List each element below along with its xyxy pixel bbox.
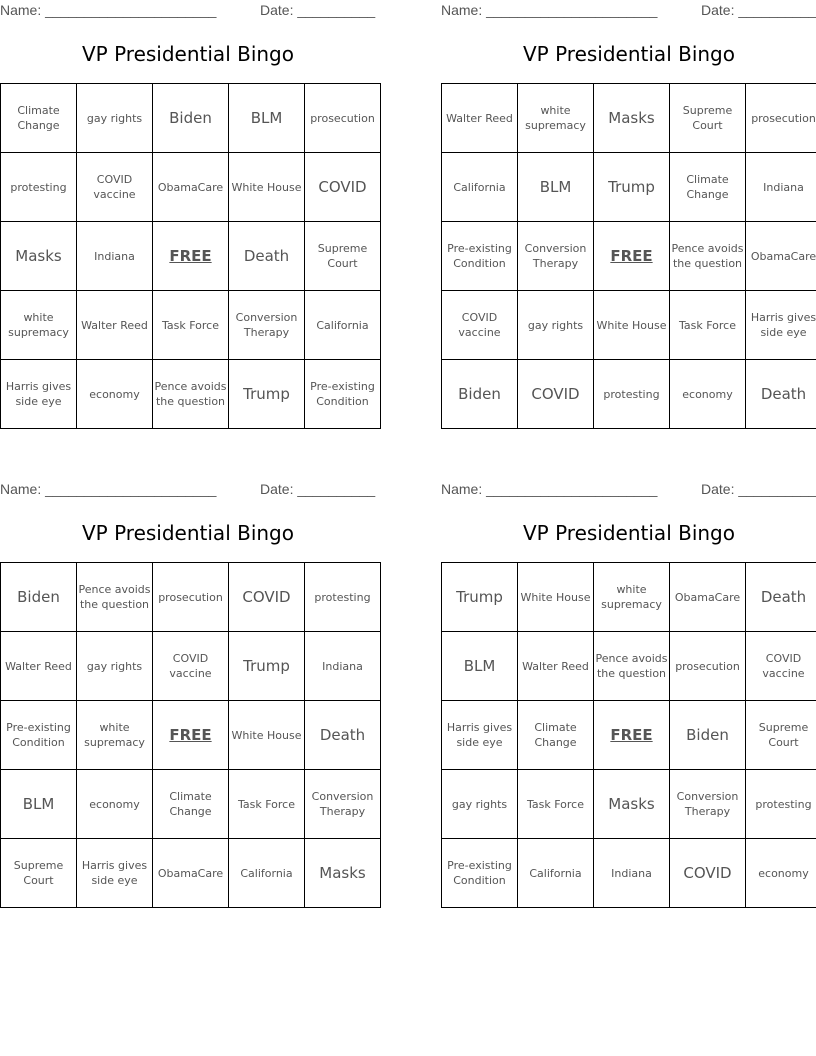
bingo-cell: California: [518, 839, 594, 908]
bingo-row: [442, 84, 816, 153]
free-space-cell: FREE: [153, 222, 229, 291]
free-space-cell: FREE: [153, 701, 229, 770]
bingo-cell: Walter Reed: [77, 291, 153, 360]
bingo-cell: Climate Change: [518, 701, 594, 770]
bingo-cell: White House: [229, 153, 305, 222]
bingo-cell: Biden: [153, 84, 229, 153]
bingo-cell: Pence avoids the question: [153, 360, 229, 429]
bingo-cell: Climate Change: [153, 770, 229, 839]
bingo-cell: white supremacy: [518, 84, 594, 153]
bingo-cell: Masks: [594, 770, 670, 839]
bingo-cell: California: [305, 291, 381, 360]
bingo-cell: BLM: [442, 632, 518, 701]
bingo-cell: BLM: [229, 84, 305, 153]
bingo-cell: gay rights: [518, 291, 594, 360]
bingo-cell: Harris gives side eye: [442, 701, 518, 770]
bingo-cell: Task Force: [670, 291, 746, 360]
bingo-cell: COVID: [229, 563, 305, 632]
bingo-row: [442, 360, 816, 429]
bingo-cell: Conversion Therapy: [305, 770, 381, 839]
bingo-cell: Trump: [594, 153, 670, 222]
bingo-cell: prosecution: [153, 563, 229, 632]
date-field: Date: __________: [701, 481, 816, 497]
bingo-cell: economy: [77, 770, 153, 839]
bingo-cell: ObamaCare: [746, 222, 816, 291]
bingo-row: [1, 701, 381, 770]
bingo-cell: Harris gives side eye: [746, 291, 816, 360]
bingo-cell: Death: [229, 222, 305, 291]
card-title: VP Presidential Bingo: [81, 42, 294, 66]
bingo-cell: White House: [518, 563, 594, 632]
card-header: [0, 479, 376, 501]
bingo-cell: economy: [746, 839, 816, 908]
name-field: Name: ______________________: [441, 2, 658, 18]
bingo-cell: COVID vaccine: [77, 153, 153, 222]
bingo-cell: Biden: [442, 360, 518, 429]
bingo-row: [1, 632, 381, 701]
free-space-cell: FREE: [594, 701, 670, 770]
bingo-cell: Task Force: [153, 291, 229, 360]
bingo-cell: white supremacy: [594, 563, 670, 632]
bingo-cell: Pence avoids the question: [77, 563, 153, 632]
bingo-cell: Trump: [229, 360, 305, 429]
bingo-cell: COVID: [518, 360, 594, 429]
bingo-cell: Supreme Court: [1, 839, 77, 908]
card-title: VP Presidential Bingo: [522, 521, 735, 545]
bingo-cell: COVID vaccine: [442, 291, 518, 360]
card-title: VP Presidential Bingo: [81, 521, 294, 545]
bingo-cell: Biden: [670, 701, 746, 770]
bingo-row: [1, 291, 381, 360]
card-header: [0, 0, 376, 22]
bingo-cell: Harris gives side eye: [77, 839, 153, 908]
card-title: VP Presidential Bingo: [522, 42, 735, 66]
bingo-row: [442, 563, 816, 632]
bingo-cell: gay rights: [77, 632, 153, 701]
bingo-cell: COVID: [305, 153, 381, 222]
bingo-cell: Indiana: [77, 222, 153, 291]
bingo-cell: protesting: [594, 360, 670, 429]
bingo-cell: Supreme Court: [746, 701, 816, 770]
bingo-grid: [0, 83, 381, 429]
name-field: Name: ______________________: [0, 481, 217, 497]
bingo-cell: Walter Reed: [442, 84, 518, 153]
bingo-cell: economy: [77, 360, 153, 429]
bingo-cell: Pre-existing Condition: [1, 701, 77, 770]
bingo-row: [442, 632, 816, 701]
bingo-cell: Pence avoids the question: [594, 632, 670, 701]
bingo-cell: Task Force: [229, 770, 305, 839]
bingo-cell: Indiana: [746, 153, 816, 222]
bingo-row: [442, 222, 816, 291]
bingo-cell: White House: [229, 701, 305, 770]
card-header: [441, 479, 816, 501]
name-field: Name: ______________________: [441, 481, 658, 497]
bingo-cell: Pre-existing Condition: [305, 360, 381, 429]
bingo-cell: Death: [746, 563, 816, 632]
bingo-grid: [441, 562, 816, 908]
bingo-cell: Conversion Therapy: [518, 222, 594, 291]
bingo-cell: BLM: [1, 770, 77, 839]
bingo-cell: protesting: [305, 563, 381, 632]
bingo-cell: California: [442, 153, 518, 222]
bingo-cell: ObamaCare: [153, 839, 229, 908]
date-field: Date: __________: [260, 2, 376, 18]
bingo-row: [1, 84, 381, 153]
bingo-row: [1, 222, 381, 291]
bingo-cell: Pre-existing Condition: [442, 222, 518, 291]
bingo-row: [1, 360, 381, 429]
bingo-cell: Masks: [305, 839, 381, 908]
date-field: Date: __________: [260, 481, 376, 497]
bingo-cell: California: [229, 839, 305, 908]
bingo-cell: Pence avoids the question: [670, 222, 746, 291]
bingo-cell: prosecution: [746, 84, 816, 153]
bingo-cell: Conversion Therapy: [229, 291, 305, 360]
bingo-cell: Masks: [594, 84, 670, 153]
card-header: [441, 0, 816, 22]
bingo-cell: Death: [746, 360, 816, 429]
bingo-cell: economy: [670, 360, 746, 429]
bingo-row: [1, 839, 381, 908]
bingo-cell: Walter Reed: [518, 632, 594, 701]
bingo-cell: Climate Change: [1, 84, 77, 153]
bingo-cell: Trump: [229, 632, 305, 701]
bingo-grid: [441, 83, 816, 429]
bingo-cell: Death: [305, 701, 381, 770]
bingo-row: [442, 153, 816, 222]
bingo-cell: COVID vaccine: [153, 632, 229, 701]
bingo-cell: ObamaCare: [153, 153, 229, 222]
bingo-cell: prosecution: [670, 632, 746, 701]
bingo-cell: COVID vaccine: [746, 632, 816, 701]
bingo-cell: BLM: [518, 153, 594, 222]
bingo-cell: Indiana: [594, 839, 670, 908]
bingo-cell: ObamaCare: [670, 563, 746, 632]
bingo-cell: White House: [594, 291, 670, 360]
bingo-cell: Climate Change: [670, 153, 746, 222]
bingo-cell: protesting: [1, 153, 77, 222]
bingo-cell: Masks: [1, 222, 77, 291]
bingo-row: [1, 153, 381, 222]
bingo-cell: white supremacy: [1, 291, 77, 360]
bingo-cell: Task Force: [518, 770, 594, 839]
bingo-cell: gay rights: [442, 770, 518, 839]
bingo-cell: COVID: [670, 839, 746, 908]
bingo-cell: prosecution: [305, 84, 381, 153]
bingo-cell: gay rights: [77, 84, 153, 153]
bingo-cell: Supreme Court: [670, 84, 746, 153]
bingo-row: [442, 839, 816, 908]
bingo-row: [442, 770, 816, 839]
bingo-cell: Trump: [442, 563, 518, 632]
bingo-cell: white supremacy: [77, 701, 153, 770]
date-field: Date: __________: [701, 2, 816, 18]
bingo-cell: Indiana: [305, 632, 381, 701]
free-space-cell: FREE: [594, 222, 670, 291]
bingo-row: [1, 563, 381, 632]
bingo-grid: [0, 562, 381, 908]
bingo-cell: Biden: [1, 563, 77, 632]
bingo-row: [1, 770, 381, 839]
bingo-cell: Conversion Therapy: [670, 770, 746, 839]
bingo-cell: Walter Reed: [1, 632, 77, 701]
bingo-cell: Supreme Court: [305, 222, 381, 291]
bingo-cell: Pre-existing Condition: [442, 839, 518, 908]
bingo-cell: Harris gives side eye: [1, 360, 77, 429]
bingo-row: [442, 701, 816, 770]
name-field: Name: ______________________: [0, 2, 217, 18]
bingo-row: [442, 291, 816, 360]
bingo-cell: protesting: [746, 770, 816, 839]
